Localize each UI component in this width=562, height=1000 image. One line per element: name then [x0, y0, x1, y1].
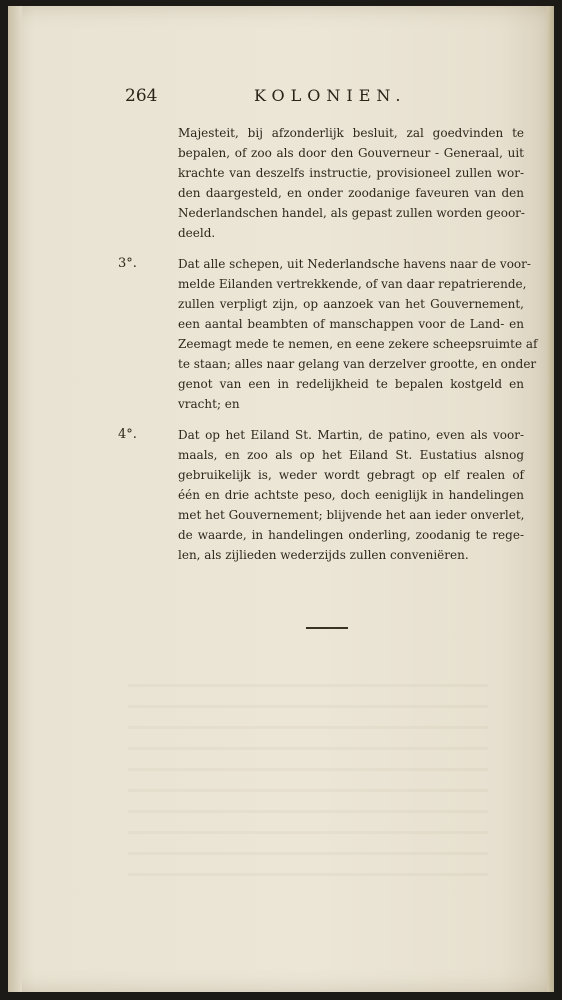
text-line: krachte van deszelfs instructie, provisioneel zullen wor- [178, 166, 524, 180]
page-number: 264 [125, 86, 158, 106]
paragraph-article-4 [118, 425, 525, 565]
page-header [8, 86, 554, 110]
text-line: len, als zijlieden wederzijds zullen conveniëren. [178, 548, 469, 562]
text-line: Dat alle schepen, uit Nederlandsche havens naar de voor- [178, 257, 531, 271]
text-line: maals, en zoo als op het Eiland St. Eustatius alsnog [178, 448, 524, 462]
paragraph-article-3 [118, 254, 538, 414]
text-line: de waarde, in handelingen onderling, zoodanig te rege- [178, 528, 524, 542]
text-line: Dat op het Eiland St. Martin, de patino, even als voor- [178, 428, 524, 442]
text-line: te staan; alles naar gelang van derzelver grootte, en onder [178, 357, 537, 371]
text-body [118, 123, 538, 576]
text-line: genot van een in redelijkheid te bepalen kostgeld en [178, 377, 524, 391]
book-page [8, 6, 554, 992]
section-divider [306, 627, 348, 629]
text-line: deeld. [178, 226, 216, 240]
text-line: één en drie achtste peso, doch eeniglijk in handelingen [178, 488, 524, 502]
paragraph-continued [146, 123, 524, 243]
text-line: melde Eilanden vertrekkende, of van daar repatrierende, [178, 277, 527, 291]
text-line: met het Gouvernement; blijvende het aan ieder onverlet, [178, 508, 525, 522]
text-line: gebruikelijk is, weder wordt gebragt op elf realen of [178, 468, 524, 482]
text-line: bepalen, of zoo als door den Gouverneur - Generaal, uit [178, 146, 524, 160]
running-title: KOLONIEN. [254, 86, 407, 105]
text-line: den daargesteld, en onder zoodanige faveuren van den [178, 186, 524, 200]
text-line: vracht; en [178, 397, 240, 411]
page-edge [547, 6, 554, 992]
bleed-through-text [128, 666, 488, 876]
text-line: Majesteit, bij afzonderlijk besluit, zal goedvinden te [178, 126, 524, 140]
article-marker: 3°. [118, 256, 137, 271]
text-line: Nederlandschen handel, als gepast zullen worden geoor- [178, 206, 525, 220]
text-line: een aantal beambten of manschappen voor de Land- en [178, 317, 524, 331]
article-marker: 4°. [118, 427, 137, 442]
page-gutter [8, 6, 22, 992]
text-line: Zeemagt mede te nemen, en eene zekere scheepsruimte af [178, 337, 538, 351]
text-line: zullen verpligt zijn, op aanzoek van het Gouvernement, [178, 297, 524, 311]
